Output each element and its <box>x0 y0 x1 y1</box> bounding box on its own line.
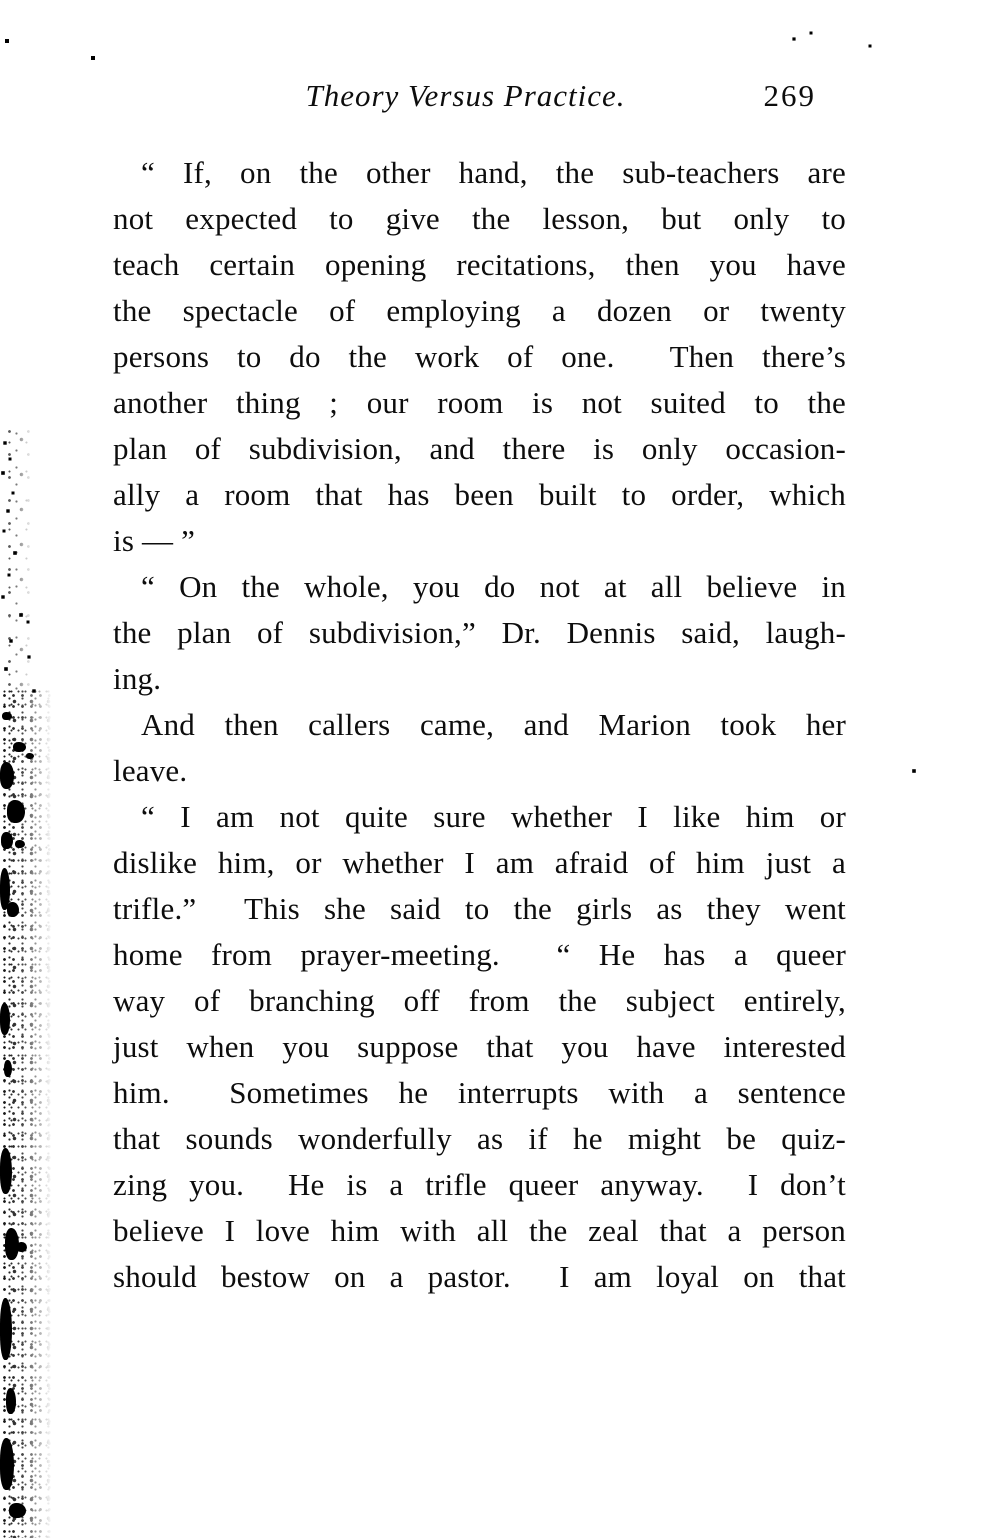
ink-blot <box>13 742 26 752</box>
scan-noise-band-lower <box>0 690 54 1538</box>
text-line: the plan of subdivision,” Dr. Dennis said, laugh- <box>113 615 846 650</box>
text-line: home from prayer-meeting. “ He has a queer <box>113 937 846 972</box>
text-line: another thing ; our room is not suited to the <box>113 385 846 420</box>
paragraph-1 <box>113 150 846 564</box>
ink-blot <box>0 1148 12 1194</box>
text-line: ing. <box>113 661 162 696</box>
text-line: way of branching off from the subject entirely, <box>113 983 846 1018</box>
paragraph-3 <box>113 702 846 794</box>
text-block <box>113 150 846 1300</box>
text-line: leave. <box>113 753 188 788</box>
page-number: 269 <box>763 78 816 113</box>
text-line: just when you suppose that you have interested <box>113 1029 846 1064</box>
ink-blot <box>9 1503 26 1518</box>
text-line: “ I am not quite sure whether I like him or <box>141 799 846 834</box>
ink-blot <box>7 902 19 917</box>
scan-specks <box>0 0 2 2</box>
text-line: zing you. He is a trifle queer anyway. I don’t <box>113 1167 846 1202</box>
ink-blot <box>5 1228 19 1260</box>
ink-blot <box>0 868 10 910</box>
running-title: Theory Versus Practice. <box>305 78 626 113</box>
text-line: persons to do the work of one. Then there’s <box>113 339 846 374</box>
text-line: trifle.” This she said to the girls as they went <box>113 891 846 926</box>
ink-blot <box>6 1388 16 1414</box>
ink-blot <box>4 1060 12 1077</box>
text-line: not expected to give the lesson, but only to <box>113 201 846 236</box>
ink-blot <box>0 1298 12 1360</box>
text-line: “ On the whole, you do not at all believe in <box>141 569 846 604</box>
ink-blot <box>0 1003 10 1035</box>
text-line: believe I love him with all the zeal that a person <box>113 1213 846 1248</box>
ink-blot <box>17 1242 27 1252</box>
ink-blot <box>7 800 25 823</box>
scan-noise-band-upper <box>0 420 34 700</box>
text-line: And then callers came, and Marion took her <box>141 707 846 742</box>
text-line: teach certain opening recitations, then you have <box>113 247 846 282</box>
text-line: dislike him, or whether I am afraid of him just a <box>113 845 846 880</box>
paragraph-4 <box>113 794 846 1300</box>
text-line: the spectacle of employing a dozen or twenty <box>113 293 846 328</box>
ink-blot <box>15 840 25 848</box>
text-line: ally a room that has been built to order, which <box>113 477 846 512</box>
ink-blot <box>0 1438 14 1490</box>
text-line: should bestow on a pastor. I am loyal on that <box>113 1259 846 1294</box>
ink-blot <box>26 753 34 759</box>
text-line: “ If, on the other hand, the sub-teachers are <box>141 155 846 190</box>
ink-blot <box>0 762 14 789</box>
paragraph-2 <box>113 564 846 702</box>
text-line: plan of subdivision, and there is only occasion- <box>113 431 846 466</box>
text-line: that sounds wonderfully as if he might be quiz- <box>113 1121 846 1156</box>
ink-blot <box>1 832 13 849</box>
ink-blot <box>2 712 12 720</box>
text-line: is — ” <box>113 523 196 558</box>
page-header <box>113 78 846 120</box>
text-line: him. Sometimes he interrupts with a sentence <box>113 1075 846 1110</box>
